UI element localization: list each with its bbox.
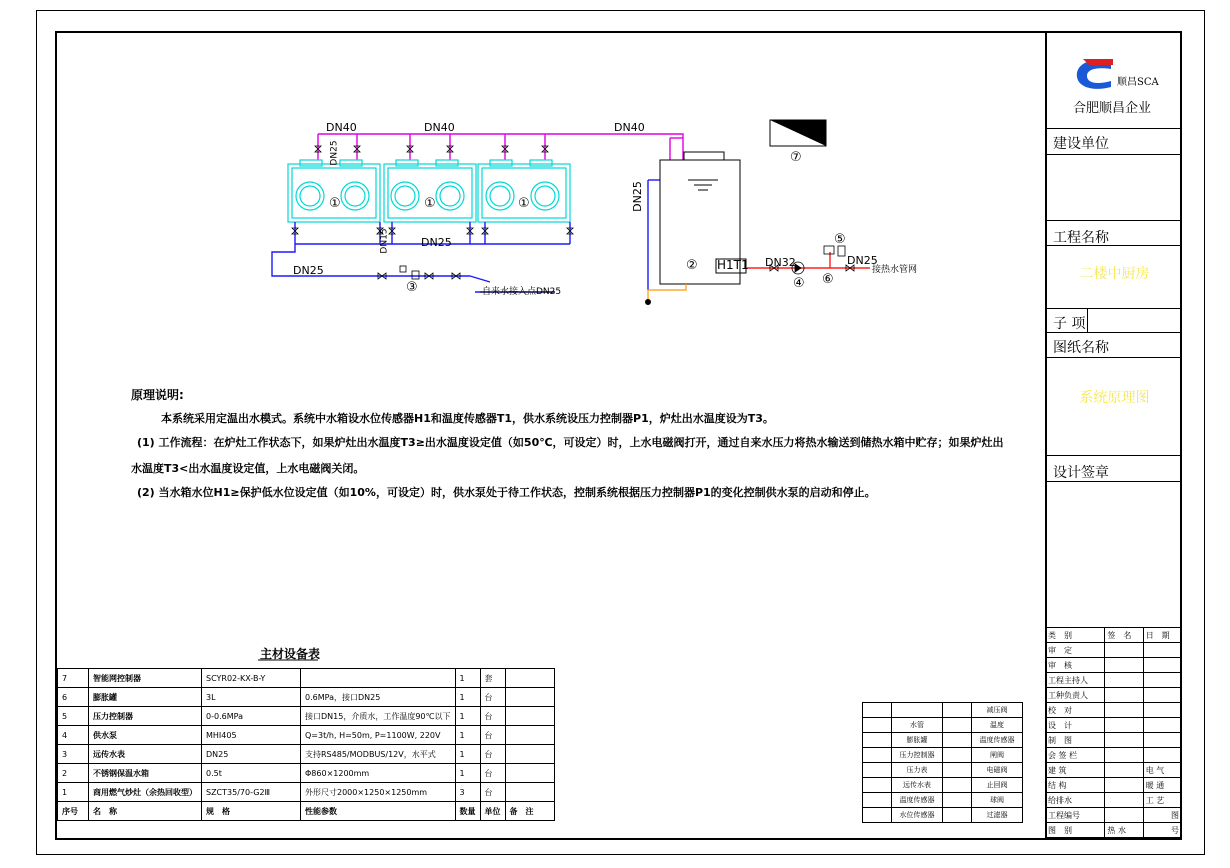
design-sign-label: 设计签章 (1053, 465, 1109, 481)
parts-header-cell: 性能参数 (301, 802, 456, 821)
legend-row (863, 793, 1023, 808)
legend-label: 球阀 (972, 793, 1023, 808)
legend-row (863, 808, 1023, 823)
parts-cell: 台 (480, 726, 505, 745)
category-value: 热 水 (1105, 823, 1143, 838)
parts-cell: 1 (455, 764, 480, 783)
legend-label: 水管 (892, 718, 943, 733)
parts-row (58, 726, 555, 745)
parts-cell: 不锈钢保温水箱 (89, 764, 202, 783)
parts-header-cell: 规 格 (202, 802, 301, 821)
legend-symbol (863, 718, 892, 733)
parts-cell: 智能网控制器 (89, 669, 202, 688)
parts-row (58, 783, 555, 802)
parts-header-row (58, 802, 555, 821)
project-number-label: 工程编号 (1046, 808, 1105, 823)
stoves (288, 160, 570, 222)
hot-water-header (318, 134, 683, 160)
signature-header-row (1046, 628, 1182, 643)
marker-1: ① (518, 196, 530, 211)
project-name-value: 二楼中厨房 (1079, 266, 1150, 282)
cosign-discipline: 暖 通 (1143, 778, 1181, 793)
parts-row (58, 707, 555, 726)
drawing-name-row (1047, 332, 1182, 406)
parts-header-cell: 数量 (455, 802, 480, 821)
design-sign-divider (1047, 481, 1182, 482)
signature-role: 制 图 (1046, 733, 1105, 748)
parts-cell: 1 (455, 745, 480, 764)
legend-symbol (863, 763, 892, 778)
cosign-discipline: 电 气 (1143, 763, 1181, 778)
parts-cell: 支持RS485/MODBUS/12V，水平式 (301, 745, 456, 764)
parts-header-cell: 备 注 (505, 802, 554, 821)
construction-unit-row (1047, 128, 1182, 152)
drawing-name-label: 图纸名称 (1053, 340, 1109, 356)
parts-cell: 2 (58, 764, 89, 783)
drawing-label: 图 (1143, 808, 1181, 823)
parts-row (58, 688, 555, 707)
principle-paragraph-2b: 水温度T3<出水温度设定值，上水电磁阀关闭。 (131, 462, 365, 475)
parts-cell: 台 (480, 745, 505, 764)
parts-cell: 1 (455, 726, 480, 745)
category-row (1046, 823, 1182, 838)
marker-1: ① (329, 196, 341, 211)
legend-label: 温度 (972, 718, 1023, 733)
sub-item-divider (1087, 309, 1088, 333)
logo-mark (1073, 57, 1115, 93)
signature-date (1143, 673, 1181, 688)
design-sign-row (1047, 455, 1182, 481)
signature-date (1143, 703, 1181, 718)
legend-row (863, 703, 1023, 718)
construction-unit-divider (1047, 154, 1182, 155)
parts-cell: 0-0.6MPa (202, 707, 301, 726)
parts-cell: 7 (58, 669, 89, 688)
cosign-row (1046, 763, 1182, 778)
parts-row (58, 669, 555, 688)
legend-label: 减压阀 (972, 703, 1023, 718)
legend-label: 膨胀罐 (892, 733, 943, 748)
legend-label: 电磁阀 (972, 763, 1023, 778)
legend-table (862, 702, 1023, 823)
signature-name (1105, 703, 1143, 718)
signature-role: 校 对 (1046, 703, 1105, 718)
legend-symbol (943, 778, 972, 793)
parts-cell: 3 (58, 745, 89, 764)
parts-cell (505, 669, 554, 688)
cosign-discipline: 建 筑 (1046, 763, 1105, 778)
signature-name (1105, 733, 1143, 748)
signature-header-cell: 签 名 (1105, 628, 1143, 643)
legend-symbol (943, 763, 972, 778)
parts-cell (505, 688, 554, 707)
legend-row (863, 748, 1023, 763)
principle-paragraph-1: 本系统采用定温出水模式。系统中水箱设水位传感器H1和温度传感器T1，供水系统设压力控制器P1，炉灶出水温度设为T3。 (161, 412, 774, 425)
parts-row (58, 764, 555, 783)
drawing-name-value: 系统原理图 (1079, 390, 1150, 406)
sub-item-row (1047, 308, 1182, 332)
parts-cell: 6 (58, 688, 89, 707)
parts-cell: 外形尺寸2000×1250×1250mm (301, 783, 456, 802)
legend-symbol (943, 748, 972, 763)
parts-cell (505, 726, 554, 745)
signature-date (1143, 688, 1181, 703)
signature-date (1143, 643, 1181, 658)
parts-cell: 台 (480, 707, 505, 726)
legend-symbol (863, 703, 892, 718)
project-name-divider (1047, 245, 1182, 246)
legend-label: 温度传感器 (892, 793, 943, 808)
legend-symbol (943, 718, 972, 733)
category-label: 图 别 (1046, 823, 1105, 838)
parts-table (57, 668, 555, 821)
legend-row (863, 733, 1023, 748)
legend-label: 闸阀 (972, 748, 1023, 763)
pipe-label-dn25-vertical: DN25 (329, 140, 340, 166)
parts-cell: 3L (202, 688, 301, 707)
parts-row (58, 745, 555, 764)
cosign-discipline: 工 艺 (1143, 793, 1181, 808)
legend-symbol (943, 703, 972, 718)
parts-cell: MHI405 (202, 726, 301, 745)
parts-cell: SCYR02-KX-B-Y (202, 669, 301, 688)
outlet-note: 接热水管网 (872, 265, 918, 275)
logo-company: 合肥顺昌企业 (1073, 101, 1152, 116)
tank-sensor-label: H1T1 (717, 258, 749, 272)
drain-point (645, 299, 651, 305)
legend-label: 压力表 (892, 763, 943, 778)
company-logo (1073, 57, 1115, 79)
parts-cell: Φ860×1200mm (301, 764, 456, 783)
legend-label (892, 703, 943, 718)
parts-cell: 5 (58, 707, 89, 726)
signature-name (1105, 748, 1143, 763)
signature-role: 审 核 (1046, 658, 1105, 673)
signature-role: 工种负责人 (1046, 688, 1105, 703)
signature-name (1105, 658, 1143, 673)
parts-cell: 1 (455, 669, 480, 688)
project-number-value (1105, 808, 1143, 823)
signature-role: 会 签 栏 (1046, 748, 1105, 763)
cosign-sign (1105, 763, 1143, 778)
legend-row (863, 778, 1023, 793)
project-number-row (1046, 808, 1182, 823)
legend-symbol (943, 808, 972, 823)
parts-cell: 远传水表 (89, 745, 202, 764)
legend-symbol (863, 748, 892, 763)
marker-4: ④ (793, 276, 805, 291)
signature-row (1046, 703, 1182, 718)
parts-cell (505, 783, 554, 802)
signature-header-cell: 类 别 (1046, 628, 1105, 643)
parts-header-cell: 单位 (480, 802, 505, 821)
signature-row (1046, 658, 1182, 673)
signature-row (1046, 643, 1182, 658)
cosign-discipline: 给排水 (1046, 793, 1105, 808)
principle-paragraph-3: (2) 当水箱水位H1≥保护低水位设定值（如10%，可设定）时，供水泵处于待工作状态，控制系统根据压力控制器P1的变化控制供水泵的启动和停止。 (137, 486, 876, 499)
principle-heading: 原理说明: (131, 388, 184, 402)
parts-cell (505, 745, 554, 764)
parts-cell: 台 (480, 764, 505, 783)
legend-symbol (943, 793, 972, 808)
cosign-discipline: 结 构 (1046, 778, 1105, 793)
construction-unit-label: 建设单位 (1053, 136, 1109, 152)
parts-cell: 1 (455, 688, 480, 707)
pipe-label-dn25-out: DN25 (847, 254, 878, 267)
parts-cell: 膨胀罐 (89, 688, 202, 707)
signature-date (1143, 718, 1181, 733)
parts-cell: 商用燃气炒灶（余热回收型） (89, 783, 202, 802)
parts-cell: 0.6MPa，接口DN25 (301, 688, 456, 707)
principle-paragraph-2a: (1) 工作流程：在炉灶工作状态下，如果炉灶出水温度T3≥出水温度设定值（如50℃，可设定）时，上水电磁阀打开，通过自来水压力将热水输送到储热水箱中贮存；如果炉灶出 (137, 436, 1004, 449)
drawing-name-divider (1047, 357, 1182, 358)
parts-cell: 4 (58, 726, 89, 745)
signature-date (1143, 748, 1181, 763)
legend-label: 压力控制器 (892, 748, 943, 763)
pipe-label-dn32: DN32 (765, 256, 796, 269)
legend-label: 远传水表 (892, 778, 943, 793)
signature-row (1046, 748, 1182, 763)
signature-row (1046, 688, 1182, 703)
signature-role: 设 计 (1046, 718, 1105, 733)
project-name-label: 工程名称 (1053, 230, 1109, 246)
parts-header-cell: 序号 (58, 802, 89, 821)
signature-table (1045, 627, 1182, 838)
cosign-sign (1105, 793, 1143, 808)
sub-item-label: 子 项 (1053, 316, 1086, 332)
logo-brand: 顺昌SCA (1117, 77, 1159, 88)
marker-6: ⑥ (822, 272, 834, 287)
legend-row (863, 718, 1023, 733)
controller-box (770, 120, 826, 146)
parts-cell: 台 (480, 688, 505, 707)
marker-5: ⑤ (834, 232, 846, 247)
pipe-label-dn40-c: DN40 (614, 121, 645, 134)
cosign-row (1046, 793, 1182, 808)
parts-cell: 1 (58, 783, 89, 802)
legend-symbol (943, 733, 972, 748)
inlet-note: 自来水接入点DN25 (482, 287, 562, 297)
signature-name (1105, 673, 1143, 688)
parts-cell (505, 764, 554, 783)
signature-role: 工程主持人 (1046, 673, 1105, 688)
legend-symbol (863, 808, 892, 823)
signature-date (1143, 658, 1181, 673)
legend-label: 过滤器 (972, 808, 1023, 823)
legend-symbol (863, 778, 892, 793)
parts-cell: DN25 (202, 745, 301, 764)
signature-role: 审 定 (1046, 643, 1105, 658)
legend-symbol (863, 733, 892, 748)
cosign-row (1046, 778, 1182, 793)
parts-cell: 供水泵 (89, 726, 202, 745)
marker-2: ② (686, 258, 698, 273)
signature-row (1046, 733, 1182, 748)
parts-cell: Q=3t/h, H=50m, P=1100W, 220V (301, 726, 456, 745)
pipe-label-dn40-a: DN40 (326, 121, 357, 134)
signature-header-cell: 日 期 (1143, 628, 1181, 643)
marker-3: ③ (406, 280, 418, 295)
legend-symbol (863, 793, 892, 808)
marker-1: ① (424, 196, 436, 211)
parts-cell: 台 (480, 783, 505, 802)
pipe-label-dn25: DN25 (421, 236, 452, 249)
parts-cell: SZCT35/70-G2Ⅲ (202, 783, 301, 802)
parts-cell (301, 669, 456, 688)
parts-cell: 3 (455, 783, 480, 802)
legend-label: 止回阀 (972, 778, 1023, 793)
legend-row (863, 763, 1023, 778)
signature-name (1105, 688, 1143, 703)
parts-header-cell: 名 称 (89, 802, 202, 821)
parts-cell: 套 (480, 669, 505, 688)
pipe-label-dn25-tank: DN25 (630, 181, 644, 212)
parts-cell: 压力控制器 (89, 707, 202, 726)
pipe-label-dn15-vertical: DN15 (379, 228, 390, 254)
signature-name (1105, 718, 1143, 733)
pipe-label-dn25-return: DN25 (293, 264, 324, 277)
drain-pipe (648, 284, 686, 300)
legend-label: 温度传感器 (972, 733, 1023, 748)
cosign-sign (1105, 778, 1143, 793)
parts-table-title: 主材设备表 (260, 647, 321, 661)
signature-date (1143, 733, 1181, 748)
legend-label: 水位传感器 (892, 808, 943, 823)
parts-cell: 0.5t (202, 764, 301, 783)
parts-cell: 接口DN15，介质水，工作温度90℃以下 (301, 707, 456, 726)
signature-row (1046, 673, 1182, 688)
signature-row (1046, 718, 1182, 733)
pipe-label-dn40-b: DN40 (424, 121, 455, 134)
marker-7: ⑦ (790, 150, 802, 165)
project-name-row (1047, 220, 1182, 282)
signature-name (1105, 643, 1143, 658)
number-label: 号 (1143, 823, 1181, 838)
parts-cell: 1 (455, 707, 480, 726)
parts-cell (505, 707, 554, 726)
